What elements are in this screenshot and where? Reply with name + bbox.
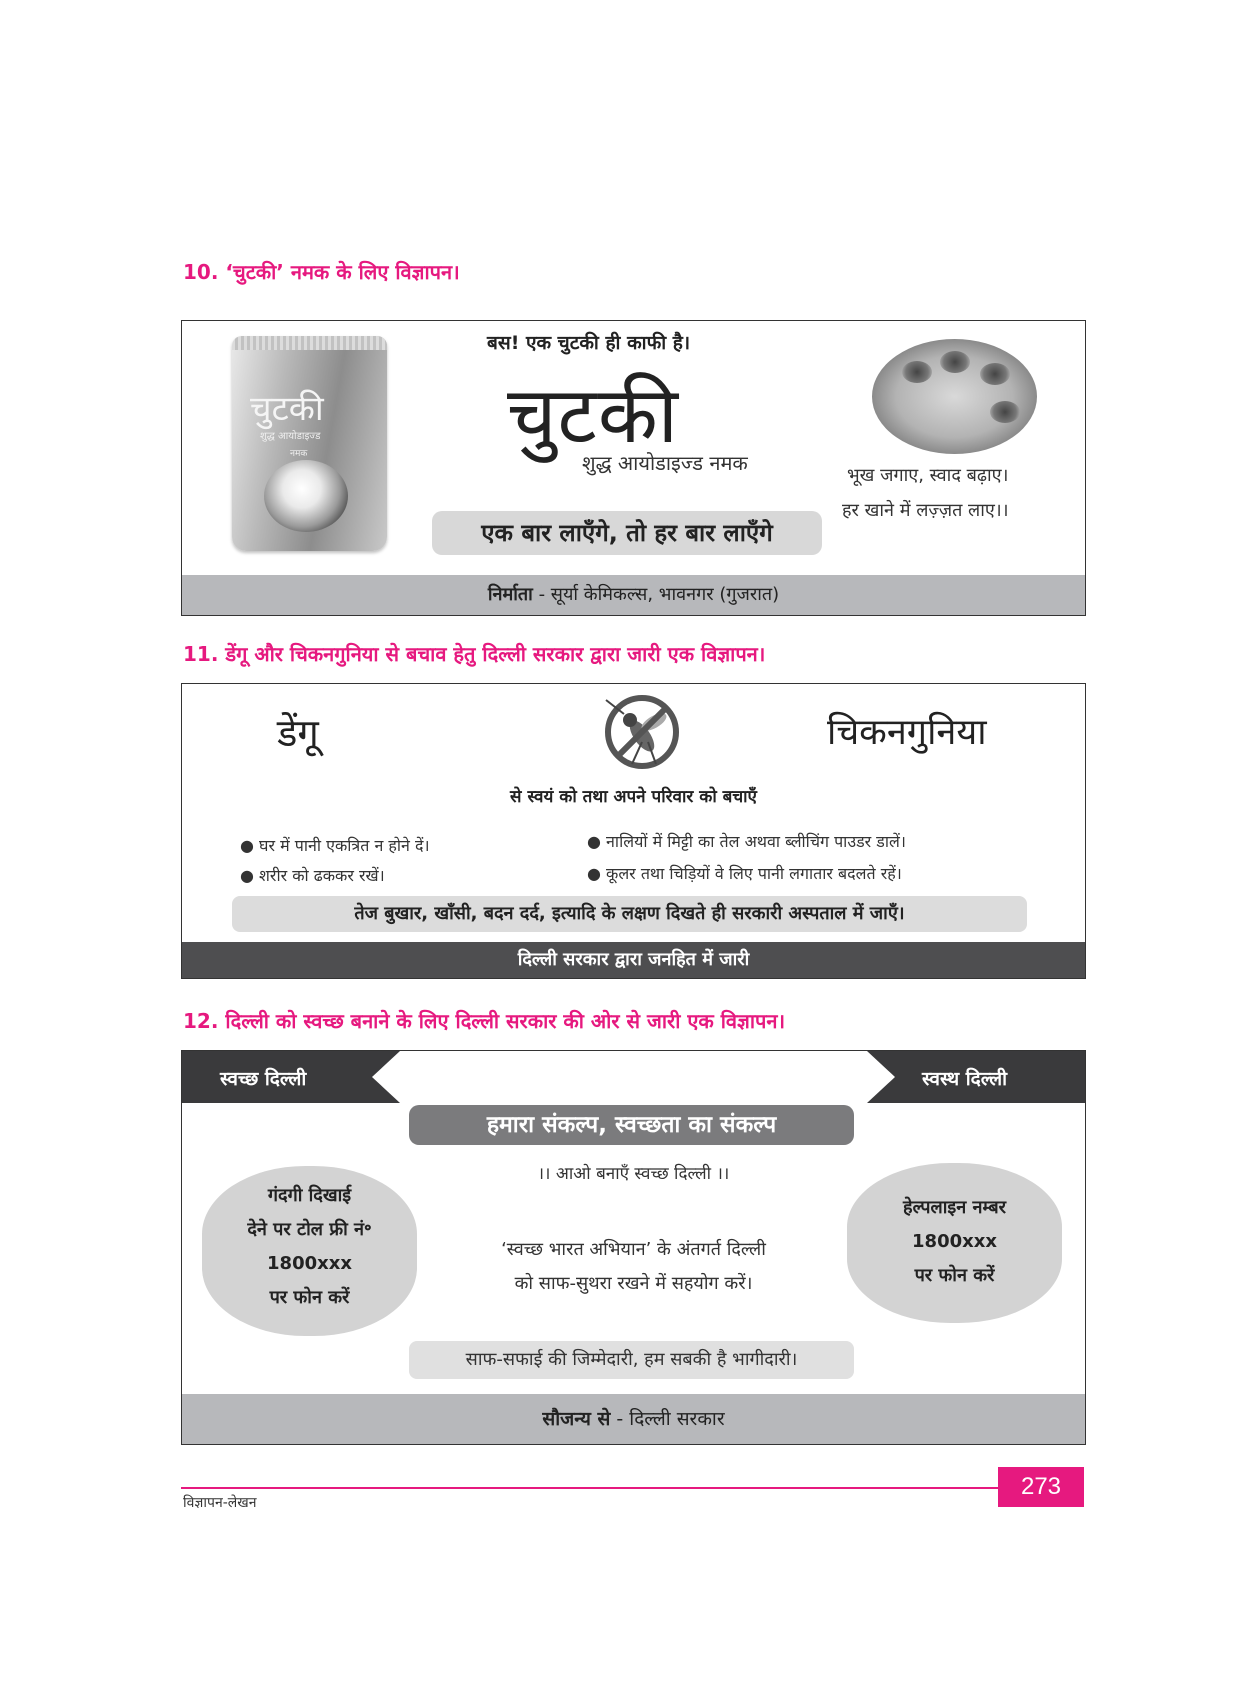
right-box-line: हेल्पलाइन नम्बर	[903, 1197, 1006, 1218]
right-box-line: पर फोन करें	[914, 1265, 995, 1286]
ad11-footer: दिल्ली सरकार द्वारा जनहित में जारी	[182, 942, 1085, 978]
ad12-footer-text: - दिल्ली सरकार	[610, 1408, 725, 1430]
ad10-right-line-1: भूख जगाए, स्वाद बढ़ाए।	[847, 465, 1009, 486]
chikungunya-title: चिकनगुनिया	[827, 712, 987, 753]
ad11-tagline: से स्वयं को तथा अपने परिवार को बचाएँ	[510, 787, 757, 807]
ad12-mid-line-1: ‘स्वच्छ भारत अभियान’ के अंतगर्त दिल्ली	[501, 1239, 766, 1260]
ad10-slogan: एक बार लाएँगे, तो हर बार लाएँगे	[432, 511, 822, 555]
thali-image	[872, 339, 1037, 454]
bullet-item: ● कूलर तथा चिड़ियों वे लिए पानी लगातार बदलते रहें।	[587, 864, 902, 883]
left-box-line: देने पर टोल फ्री नं॰	[247, 1219, 372, 1240]
ad12-footer	[182, 1394, 1085, 1444]
dengue-title: डेंगू	[277, 711, 319, 755]
left-box-line: 1800xxx	[267, 1253, 352, 1274]
ad12-bottom-slogan: साफ-सफाई की जिम्मेदारी, हम सबकी है भागीदारी।	[409, 1341, 854, 1379]
bullet-item: ● शरीर को ढककर रखें।	[240, 866, 385, 885]
ad10-footer	[182, 575, 1085, 615]
dengue-chikungunya-ad	[181, 683, 1086, 979]
ad12-mid-line-2: को साफ-सुथरा रखने में सहयोग करें।	[514, 1273, 753, 1294]
section-heading-11: 11. डेंगू और चिकनगुनिया से बचाव हेतु दिल्ली सरकार द्वारा जारी एक विज्ञापन।	[183, 642, 766, 666]
thali-bowl	[990, 401, 1020, 423]
salt-pouch-image	[232, 336, 387, 551]
thali-bowl	[940, 351, 970, 373]
left-box-line: पर फोन करें	[269, 1287, 350, 1308]
bullet-item: ● घर में पानी एकत्रित न होने दें।	[240, 836, 430, 855]
right-helpline-box	[847, 1191, 1062, 1293]
ad10-brand-name: चुटकी	[507, 371, 679, 461]
ad10-brand-subtitle: शुद्ध आयोडाइज्ड नमक	[582, 451, 748, 475]
bullet-item: ● नालियों में मिट्टी का तेल अथवा ब्लीचिंग पाउडर डालें।	[587, 832, 906, 851]
section-heading-10: 10. ‘चुटकी’ नमक के लिए विज्ञापन।	[183, 260, 460, 284]
bullet-text: नालियों में मिट्टी का तेल अथवा ब्लीचिंग पाउडर डालें।	[606, 832, 906, 851]
swachh-delhi-ad	[181, 1050, 1086, 1445]
ad12-slogan: हमारा संकल्प, स्वच्छता का संकल्प	[409, 1105, 854, 1145]
ad10-footer-label: निर्माता	[487, 584, 533, 605]
thali-bowl	[980, 363, 1010, 385]
left-helpline-box	[202, 1179, 417, 1315]
chutki-salt-ad	[181, 320, 1086, 616]
bullet-text: घर में पानी एकत्रित न होने दें।	[259, 836, 430, 855]
ad10-right-line-2: हर खाने में लज़्ज़त लाए।।	[842, 500, 1009, 521]
swasth-delhi-label: स्वस्थ दिल्ली	[922, 1068, 1008, 1090]
ad12-footer-label: सौजन्य से	[542, 1408, 611, 1430]
ad10-tagline: बस! एक चुटकी ही काफी है।	[487, 332, 691, 354]
ad10-footer-text: - सूर्या केमिकल्स, भावनगर (गुजरात)	[532, 584, 780, 605]
no-mosquito-icon	[602, 692, 682, 772]
ad11-warning: तेज बुखार, खाँसी, बदन दर्द, इत्यादि के लक्षण दिखते ही सरकारी अस्पताल में जाएँ।	[232, 896, 1027, 932]
ad12-arrow-shape	[372, 1051, 895, 1103]
section-heading-12: 12. दिल्ली को स्वच्छ बनाने के लिए दिल्ली सरकार की ओर से जारी एक विज्ञापन।	[183, 1009, 786, 1033]
left-box-line: गंदगी दिखाई	[267, 1185, 352, 1206]
pouch-brand: चुटकी	[250, 389, 324, 429]
bullet-text: कूलर तथा चिड़ियों वे लिए पानी लगातार बदलते रहें।	[606, 864, 902, 883]
right-box-line: 1800xxx	[912, 1231, 997, 1252]
pouch-seal	[232, 336, 387, 350]
footer-rule	[181, 1487, 1084, 1489]
chapter-label: विज्ञापन-लेखन	[183, 1495, 257, 1511]
ad12-chant: ।। आओ बनाएँ स्वच्छ दिल्ली ।।	[537, 1164, 730, 1184]
bullet-text: शरीर को ढककर रखें।	[259, 866, 385, 885]
swachh-delhi-label: स्वच्छ दिल्ली	[220, 1068, 307, 1090]
salt-bowl-image	[264, 460, 348, 532]
page-number: 273	[998, 1467, 1084, 1507]
pouch-subtitle-2: नमक	[290, 449, 308, 459]
pouch-subtitle: शुद्ध आयोडाइज्ड	[260, 431, 321, 442]
thali-bowl	[902, 361, 932, 383]
